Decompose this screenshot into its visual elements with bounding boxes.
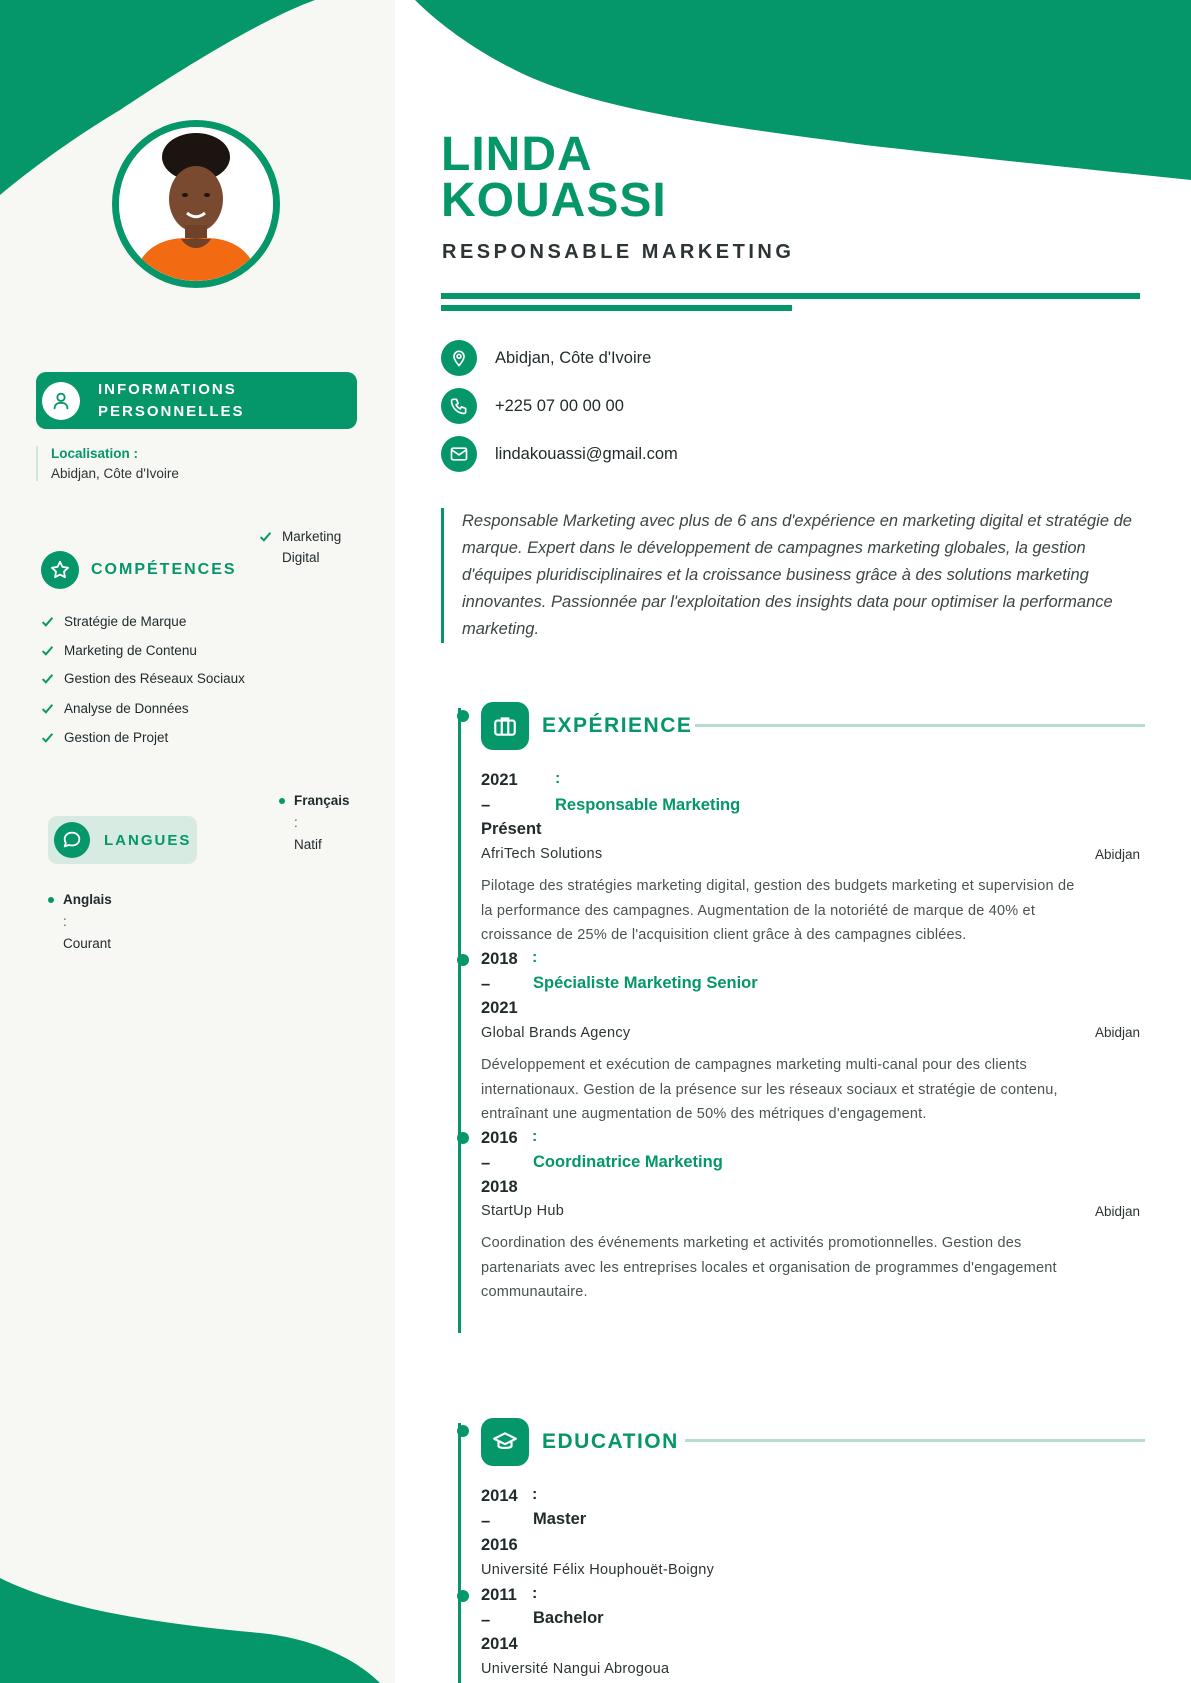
date-start: 2011 [481,1586,517,1604]
language-level: Courant [63,936,112,951]
contact-phone-text: +225 07 00 00 00 [495,396,624,415]
description-line: communautaire. [481,1284,588,1300]
contact-phone [441,388,624,424]
date-dash: – [481,1511,491,1530]
skill-item [41,698,189,719]
languages-title: LANGUES [104,831,192,849]
date-end: 2021 [481,999,518,1017]
date-end: Présent [481,820,542,838]
description-line: Développement et exécution de campagnes marketing multi-canal pour des clients [481,1057,1027,1073]
contact-location [441,340,651,376]
timeline-dot [457,1132,469,1144]
skill-label: Marketing [282,529,342,544]
contact-location-text: Abidjan, Côte d'Ivoire [495,348,652,367]
language-item [63,889,112,955]
graduation-cap-icon [481,1418,529,1466]
timeline-dot [457,954,469,966]
bullet-dot [48,897,54,903]
experience-role: Responsable Marketing [555,796,741,814]
skill-label: Gestion des Réseaux Sociaux [64,671,245,686]
language-level: Natif [294,837,322,852]
education-degree: Bachelor [533,1609,604,1627]
skills-title: COMPÉTENCES [91,561,237,578]
first-name: LINDA [441,128,593,181]
date-start: 2021 [481,771,518,789]
personal-info-title-line1: INFORMATIONS [98,380,237,398]
language-item [294,790,350,856]
date-end: 2018 [481,1178,518,1196]
personal-info-title [98,379,245,423]
personal-info-title-line2: PERSONNELLES [98,402,245,420]
experience-company: AfriTech Solutions [481,846,603,862]
experience-description [481,1053,1146,1127]
language-separator: : [294,815,298,830]
sidebar [0,0,395,1683]
sidebar-bottom-wave [0,1553,395,1683]
skill-item [41,668,245,689]
education-header [481,1418,679,1466]
mail-icon [441,436,477,472]
last-name: KOUASSI [441,174,667,227]
location-label: Localisation : [51,446,139,461]
experience-timeline [458,708,461,1333]
experience-role: Coordinatrice Marketing [533,1153,723,1171]
skill-label: Gestion de Projet [64,730,169,745]
check-icon [259,530,272,543]
description-line: internationaux. Gestion de la présence sur les réseaux sociaux et stratégie de contenu, [481,1081,1058,1098]
experience-company: Global Brands Agency [481,1025,631,1041]
portrait-photo-icon [119,127,273,281]
date-dash: – [481,1153,491,1172]
education-school: Université Nangui Abrogoua [481,1661,670,1677]
description-line: entraînant une augmentation de 50% des métriques d'engagement. [481,1106,927,1122]
user-icon [42,382,80,420]
language-separator: : [63,914,67,929]
description-line: croissance de 25% de l'acquisition client grâce à des campagnes ciblées. [481,927,967,943]
main-content [395,0,1191,1683]
skills-header [41,551,237,589]
education-dates [481,1484,518,1558]
description-line: Coordination des événements marketing et activités promotionnelles. Gestion des [481,1235,1022,1251]
date-dash: – [481,974,491,993]
experience-city: Abidjan [1094,1204,1140,1219]
education-timeline [458,1423,461,1683]
date-start: 2016 [481,1129,518,1147]
language-name: Français [294,793,350,808]
check-icon [41,672,54,685]
title-divider-long [441,293,1140,299]
experience-dates [481,947,518,1021]
education-dates [481,1583,518,1657]
experience-city: Abidjan [1094,1025,1140,1040]
skill-item [259,526,341,568]
location-block [36,446,179,481]
date-colon: : [532,1128,538,1145]
experience-role: Spécialiste Marketing Senior [533,974,758,992]
experience-dates [481,768,542,842]
check-icon [41,615,54,628]
timeline-dot [457,710,469,722]
date-colon: : [555,770,561,787]
check-icon [41,702,54,715]
contact-email [441,436,678,472]
bullet-dot [279,798,285,804]
experience-header [481,702,692,750]
skill-label: Marketing de Contenu [64,643,197,658]
location-value: Abidjan, Côte d'Ivoire [51,466,179,481]
check-icon [41,644,54,657]
education-title: EDUCATION [542,1430,679,1453]
date-start: 2018 [481,950,518,968]
experience-dates [481,1126,518,1200]
job-title: RESPONSABLE MARKETING [442,241,795,263]
experience-city: Abidjan [1094,847,1140,862]
date-colon: : [532,949,538,966]
skill-label: Analyse de Données [64,701,189,716]
profile-photo [112,120,280,288]
date-dash: – [481,795,491,814]
briefcase-icon [481,702,529,750]
date-colon: : [532,1585,538,1602]
date-end: 2016 [481,1536,518,1554]
experience-description [481,874,1146,948]
date-end: 2014 [481,1635,518,1653]
skill-label: Digital [282,550,320,565]
education-header-line [685,1439,1145,1442]
description-line: la performance des campagnes. Augmentation de la notoriété de marque de 40% et [481,902,1036,919]
phone-icon [441,388,477,424]
skill-item [41,727,168,748]
description-line: partenariats avec les entreprises locales et organisation de programmes d'engagement [481,1259,1057,1276]
description-line: Pilotage des stratégies marketing digital, gestion des budgets marketing et supervision de [481,878,1075,894]
date-start: 2014 [481,1487,518,1505]
full-name [441,128,667,227]
title-divider-short [441,305,792,311]
check-icon [41,731,54,744]
star-icon [41,551,79,589]
date-colon: : [532,1486,538,1503]
contact-email-text: lindakouassi@gmail.com [495,444,678,463]
personal-info-header [36,372,357,429]
experience-description [481,1231,1146,1305]
experience-header-line [695,724,1145,727]
education-school: Université Félix Houphouët-Boigny [481,1562,715,1578]
date-dash: – [481,1610,491,1629]
languages-header [48,816,197,864]
timeline-dot [457,1425,469,1437]
education-degree: Master [533,1510,587,1528]
experience-company: StartUp Hub [481,1203,565,1219]
language-name: Anglais [63,892,112,907]
skill-item [41,611,186,632]
timeline-dot [457,1590,469,1602]
profile-summary: Responsable Marketing avec plus de 6 ans d'expérience en marketing digital et stratégie de marque. Expert dans le développement de campagnes marketing globales, la gestion d'équipes pluridisciplinaires et la croissance business grâce à des solutions marketing innovantes. Passionnée par l'exploitation des insights data pour optimiser la performance marketing. [441,508,1141,643]
map-pin-icon [441,340,477,376]
skill-item [41,640,197,661]
skill-label: Stratégie de Marque [64,614,187,629]
experience-title: EXPÉRIENCE [542,714,693,737]
chat-bubble-icon [54,822,90,858]
